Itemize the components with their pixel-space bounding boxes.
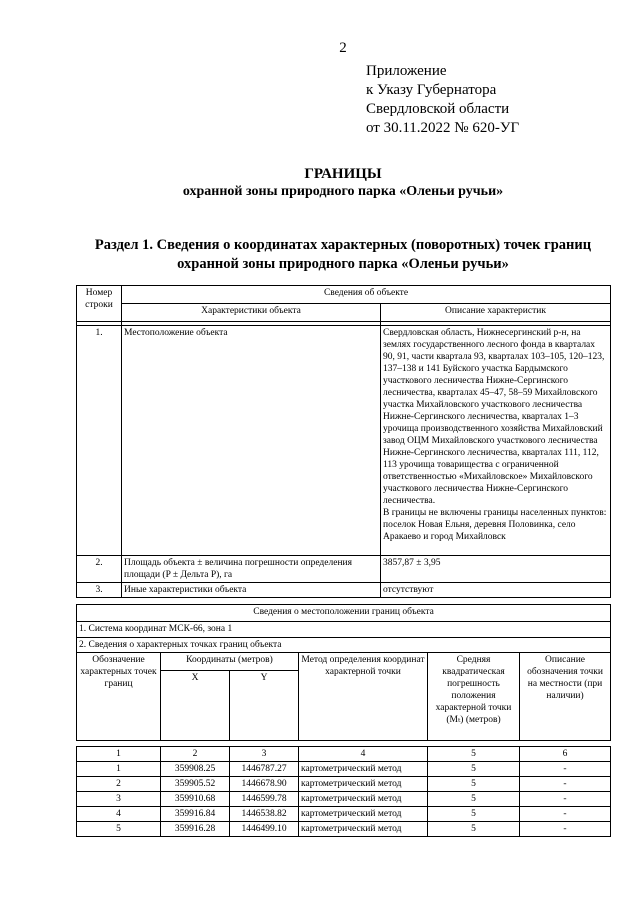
point-method: картометрический метод [299, 822, 428, 837]
point-description: - [520, 792, 611, 807]
points-table [76, 746, 611, 837]
row-characteristic: Иные характеристики объекта [122, 583, 381, 598]
header-coordinates: Координаты (метров) [161, 653, 299, 671]
page-number: 2 [339, 40, 347, 56]
point-method: картометрический метод [299, 762, 428, 777]
row-number: 1. [77, 326, 122, 556]
row-description [381, 326, 611, 556]
coordinate-system: 1. Система координат МСК-66, зона 1 [77, 622, 611, 638]
table-row [77, 326, 611, 556]
document-title: ГРАНИЦЫ [304, 166, 382, 182]
location-table [76, 604, 611, 741]
points-info: 2. Сведения о характерных точках границ объекта [77, 638, 611, 653]
column-number: 4 [299, 747, 428, 762]
point-method: картометрический метод [299, 777, 428, 792]
point-id: 4 [77, 807, 161, 822]
point-error: 5 [428, 792, 520, 807]
point-id: 2 [77, 777, 161, 792]
point-x: 359910.68 [161, 792, 230, 807]
header-y: Y [230, 671, 299, 741]
table-row [77, 777, 611, 792]
row-characteristic: Местоположение объекта [122, 326, 381, 556]
point-method: картометрический метод [299, 807, 428, 822]
header-object-info: Сведения об объекте [122, 286, 611, 304]
point-y: 1446538.82 [230, 807, 299, 822]
point-description: - [520, 777, 611, 792]
column-number: 1 [77, 747, 161, 762]
header-method: Метод определения координат характерной точки [299, 653, 428, 741]
appendix-block [366, 62, 519, 138]
column-numbers-row [77, 747, 611, 762]
header-point-description: Описание обозначения точки на местности (при наличии) [520, 653, 611, 741]
location-description: Свердловская область, Нижнесергинский р-н, на землях государственного лесного фонда в кварталах 90, 91, части квартала 93, кварталах 103–105, 120–123, 137–138 и 141 Буйского участка Бардымского участкового лесничества Нижне-Сергинского лесничества, кварталах 45–47, 58–59 Михайловского участка Михайловского участкового лесничества Нижне-Сергинского лесничества, кварталах 1–3 урочища производственного хозяйства Михайловский завод ОЦМ Михайловского участкового лесничества Нижне-Сергинского лесничества, кварталах 111, 112, 113 урочища товарищества с ограниченной ответственностью «Михайловское» Михайловского участкового лесничества Нижне-Сергинского лесничества. [383, 328, 605, 506]
section-title-line-1: Раздел 1. Сведения о координатах характерных (поворотных) точек границ [94, 237, 592, 253]
appendix-line-2: к Указу Губернатора [366, 82, 497, 98]
header-point: Обозначение характерных точек границ [77, 653, 161, 741]
column-number: 3 [230, 747, 299, 762]
header-row-number: Номер строки [77, 286, 122, 322]
table-row [77, 556, 611, 583]
appendix-line-1: Приложение [366, 63, 447, 79]
table-row [77, 807, 611, 822]
table-row [77, 583, 611, 598]
point-description: - [520, 822, 611, 837]
row-number: 3. [77, 583, 122, 598]
point-x: 359908.25 [161, 762, 230, 777]
header-description: Описание характеристик [381, 304, 611, 322]
point-x: 359916.28 [161, 822, 230, 837]
point-description: - [520, 762, 611, 777]
table-row [77, 822, 611, 837]
point-id: 1 [77, 762, 161, 777]
column-number: 5 [428, 747, 520, 762]
column-number: 2 [161, 747, 230, 762]
point-id: 5 [77, 822, 161, 837]
appendix-line-4: от 30.11.2022 № 620-УГ [366, 120, 520, 136]
row-description: отсутствуют [381, 583, 611, 598]
appendix-line-3: Свердловской области [366, 101, 510, 117]
row-number: 2. [77, 556, 122, 583]
header-characteristics: Характеристики объекта [122, 304, 381, 322]
header-error: Средняя квадратическая погрешность положения характерной точки (Mₜ) (метров) [428, 653, 520, 741]
section-title [0, 236, 640, 274]
column-number: 6 [520, 747, 611, 762]
point-method: картометрический метод [299, 792, 428, 807]
row-description: 3857,87 ± 3,95 [381, 556, 611, 583]
table-row [77, 762, 611, 777]
point-y: 1446499.10 [230, 822, 299, 837]
point-x: 359905.52 [161, 777, 230, 792]
point-id: 3 [77, 792, 161, 807]
point-error: 5 [428, 807, 520, 822]
table-row [77, 792, 611, 807]
point-description: - [520, 807, 611, 822]
point-error: 5 [428, 777, 520, 792]
point-y: 1446599.78 [230, 792, 299, 807]
point-y: 1446678.90 [230, 777, 299, 792]
point-error: 5 [428, 762, 520, 777]
header-x: X [161, 671, 230, 741]
document-subtitle: охранной зоны природного парка «Оленьи ручьи» [182, 184, 504, 199]
location-exclusions: В границы не включены границы населенных пунктов: поселок Новая Ельня, деревня Половинка, село Аракаево и город Михайловск [383, 508, 607, 542]
point-error: 5 [428, 822, 520, 837]
section-title-line-2: охранной зоны природного парка «Оленьи ручьи» [177, 256, 509, 272]
row-characteristic: Площадь объекта ± величина погрешности определения площади (P ± Дельта P), га [122, 556, 381, 583]
object-info-table [76, 285, 611, 598]
point-y: 1446787.27 [230, 762, 299, 777]
location-header: Сведения о местоположении границ объекта [77, 605, 611, 622]
point-x: 359916.84 [161, 807, 230, 822]
